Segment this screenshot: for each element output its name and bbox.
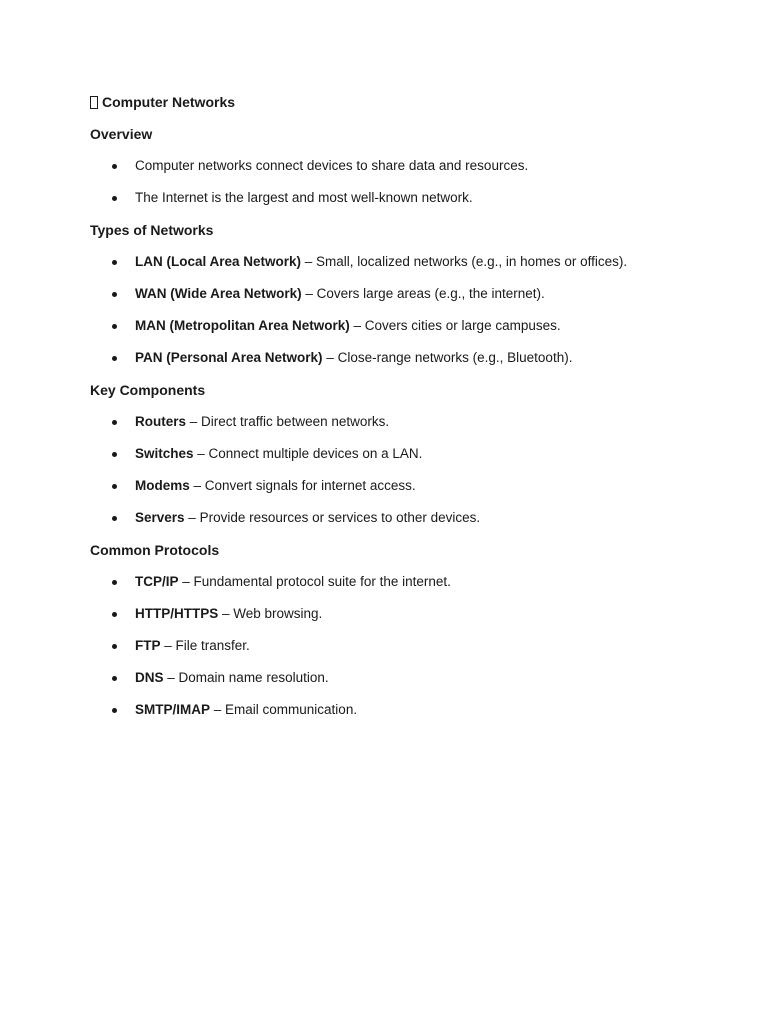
bullet-icon — [112, 644, 117, 649]
item-separator: – — [160, 638, 176, 653]
bullet-icon — [112, 260, 117, 265]
bullet-icon — [112, 516, 117, 521]
common-protocols-list — [90, 570, 710, 722]
item-separator: – — [218, 606, 234, 621]
list-item — [90, 154, 710, 178]
item-term: MAN (Metropolitan Area Network) — [135, 318, 350, 333]
item-separator: – — [163, 670, 179, 685]
item-separator: – — [186, 414, 202, 429]
item-term: Routers — [135, 414, 187, 429]
section-heading-overview: Overview — [90, 126, 153, 142]
item-text: Covers cities or large campuses. — [364, 318, 561, 333]
item-text: Provide resources or services to other devices. — [199, 510, 481, 525]
item-text: Convert signals for internet access. — [204, 478, 416, 493]
item-term: HTTP/HTTPS — [135, 606, 219, 621]
list-item — [90, 314, 710, 338]
item-text: Direct traffic between networks. — [201, 414, 390, 429]
item-text: Domain name resolution. — [178, 670, 329, 685]
item-term: SMTP/IMAP — [135, 702, 211, 717]
item-term: Servers — [135, 510, 185, 525]
document-body — [90, 90, 710, 730]
bullet-icon — [112, 196, 117, 201]
item-term: DNS — [135, 670, 164, 685]
item-term: FTP — [135, 638, 161, 653]
bullet-icon — [112, 164, 117, 169]
item-term: TCP/IP — [135, 574, 179, 589]
list-item — [90, 570, 710, 594]
item-separator: – — [322, 350, 338, 365]
bullet-icon — [112, 420, 117, 425]
list-item — [90, 282, 710, 306]
key-components-list — [90, 410, 710, 530]
item-text: Email communication. — [225, 702, 358, 717]
bullet-icon — [112, 676, 117, 681]
item-separator: – — [184, 510, 200, 525]
section-heading-common-protocols: Common Protocols — [90, 542, 220, 558]
bullet-icon — [112, 452, 117, 457]
item-text: Fundamental protocol suite for the internet. — [193, 574, 451, 589]
list-item — [90, 250, 710, 274]
overview-list — [90, 154, 710, 210]
types-of-networks-list — [90, 250, 710, 370]
item-separator: – — [210, 702, 226, 717]
item-separator: – — [189, 478, 205, 493]
item-term: Modems — [135, 478, 190, 493]
list-item — [90, 666, 710, 690]
document-title-text: Computer Networks — [102, 94, 236, 110]
bullet-icon — [112, 484, 117, 489]
list-item — [90, 698, 710, 722]
list-item — [90, 186, 710, 210]
list-item — [90, 410, 710, 434]
item-separator: – — [193, 446, 209, 461]
list-item — [90, 634, 710, 658]
item-text: Web browsing. — [233, 606, 323, 621]
item-text: File transfer. — [175, 638, 250, 653]
list-item — [90, 346, 710, 370]
bullet-icon — [112, 356, 117, 361]
item-text: Close-range networks (e.g., Bluetooth). — [337, 350, 573, 365]
bullet-icon — [112, 708, 117, 713]
document-title — [90, 90, 710, 114]
item-term: PAN (Personal Area Network) — [135, 350, 323, 365]
bullet-icon — [112, 612, 117, 617]
list-item — [90, 602, 710, 626]
bullet-icon — [112, 580, 117, 585]
item-term: WAN (Wide Area Network) — [135, 286, 302, 301]
item-term: Switches — [135, 446, 194, 461]
bullet-icon — [112, 324, 117, 329]
item-separator: – — [301, 254, 317, 269]
item-text: Connect multiple devices on a LAN. — [208, 446, 423, 461]
bullet-icon — [112, 292, 117, 297]
item-text: The Internet is the largest and most well-known network. — [135, 190, 473, 205]
item-term: LAN (Local Area Network) — [135, 254, 302, 269]
section-heading-key-components: Key Components — [90, 382, 206, 398]
missing-glyph-icon — [90, 96, 98, 109]
item-separator: – — [349, 318, 365, 333]
item-text: Computer networks connect devices to share data and resources. — [135, 158, 529, 173]
item-separator: – — [301, 286, 317, 301]
list-item — [90, 474, 710, 498]
list-item — [90, 442, 710, 466]
item-text: Covers large areas (e.g., the internet). — [316, 286, 545, 301]
item-separator: – — [178, 574, 194, 589]
item-text: Small, localized networks (e.g., in homes or offices). — [316, 254, 628, 269]
section-heading-types-of-networks: Types of Networks — [90, 222, 214, 238]
list-item — [90, 506, 710, 530]
